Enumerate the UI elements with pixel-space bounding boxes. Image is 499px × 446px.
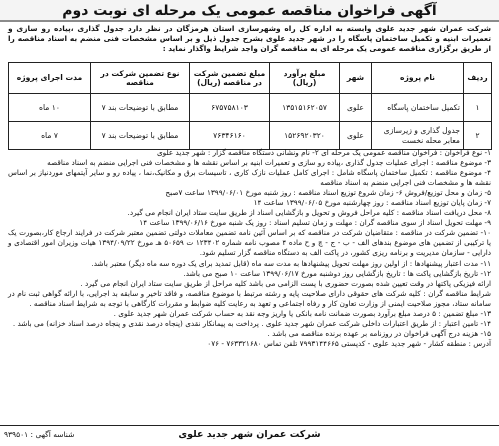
cell-estimate: ۱۳۵۱۵۱۶۲۰۵۷ (270, 94, 340, 122)
projects-table (8, 62, 492, 150)
cell-city: علوی (340, 122, 372, 150)
notice-code: شناسه آگهی : ۹۳۹۵۰۱ (4, 430, 75, 439)
notice-title: آگهی فراخوان مناقصه عمومی یک مرحله ای نوبت دوم (62, 3, 437, 19)
cell-duration: ۷ ماه (9, 122, 91, 150)
cell-city: علوی (340, 94, 372, 122)
body-line: ۱۲- تاریخ بازگشایی پاکت ها : تاریخ بازگشایی روز دوشنبه مورخ ۱۳۹۹/۰۶/۱۷ ساعت ۱۰ صبح می باشد. (183, 268, 491, 278)
body-line: ۷- زمان پایان توزیع اسناد مناقصه : روز چهارشنبه مورخ ۱۳۹۹/۰۶/۰۵ ساعت ۱۴ (253, 198, 491, 208)
col-header-guarantee-type: نوع تضمین شرکت در مناقصه (91, 63, 190, 94)
body-line: ۱۵- هزینه درج آگهی فراخوان در روزنامه بر عهده برنده مناقصه می باشد . (267, 328, 491, 338)
body-line: شرایط مناقصه گران : کلیه شرکت های حقوقی دارای صلاحیت پایه و رشته مرتبط با موضوع مناقصه، و فاقد تاخیر و سابقه بد اجرایی، با ارائه گواهی ثبت نام در سامانه ستاد، مجوز صلاحیت ایمنی از وزارت تعاون کار و رفاه اجتماعی و تعهد به رعایت کلیه ضوابط و مقررات کارگاهی با توجه به شرایط اسناد مناقصه . (8, 288, 491, 308)
body-line: ارائه فیزیکی پاکتها در وقت تعیین شده بصورت حضوری با پست الزامی می باشد کلیه مراحل از طریق سایت ستاد ایران انجام می گیرد . (80, 278, 491, 288)
col-header-city: شهر (340, 63, 372, 94)
cell-guarantee-type: مطابق با توضیحات بند ۷ (91, 122, 190, 150)
cell-project-name: جدول گذاری و زیرسازی معابر محله نخست (372, 122, 464, 150)
cell-estimate: ۱۵۲۶۹۲۰۳۲۰ (270, 122, 340, 150)
table-header-row (9, 63, 492, 94)
cell-guarantee-amount: ۷۶۳۴۶۱۶۰ (190, 122, 270, 150)
col-header-estimate: مبلغ برآورد (ریال) (270, 63, 340, 94)
table-row (9, 94, 492, 122)
body-line: ۱۰- تضمین شرکت در مناقصه : متقاضیان شرکت در مناقصه که بر اساس آئین نامه تضمین معاملات دولتی تضمین معتبر شرکت در فرایند ارجاع کار،بصورت یک یا ترکیبی از تضمین های موضوع بندهای الف - ب - ج - چ و ح ماده ۴ مصوب نامه شماره ۱۲۳۴۰۲ ت ۵۰۶۵۹ هـ مورخ ۱۳۹۴/۰۹/۲۲ هیات وزیران امور اقتصادی و دارایی - سازمان مدیریت و برنامه ریزی کشور، در پاکت الف به دستگاه مناقصه گزار تسلیم شود. (8, 228, 491, 258)
cell-row-number: ۱ (464, 94, 492, 122)
table-row (9, 122, 492, 150)
cell-duration: ۱۰ ماه (9, 94, 91, 122)
cell-row-number: ۲ (464, 122, 492, 150)
body-line: آدرس : منطقه کشار - شهر جدید علوی - کدپستی ۷۹۹۳۱۴۴۶۶۵ تلفن تماس ۷۶۳۳۲۱۶۸۰ - ۰۷۶ (207, 338, 491, 348)
col-header-project-name: نام پروژه (372, 63, 464, 94)
cell-guarantee-type: مطابق با توضیحات بند ۷ (91, 94, 190, 122)
intro-paragraph: شرکت عمران شهر جدید علوی وابسته به اداره کل راه وشهرسازی استان هرمزگان در نظر دارد جدول گذاری ،پیاده رو سازی و تعمیرات ابنیه و تکمیل ساختمان پاسگاه را در شهر جدید علوی بشرح جدول ذیل و بر اساس مشخصات فنی منضم به اسناد مناقصه را از طریق برگزاری مناقصه عمومی یک مرحله ای به مناقصه گران واجد شرایط واگذار نماید : (8, 24, 491, 54)
body-line: ۱۱- مدت اعتبار پیشنهادها : از اولین روز مهلت تحویل پیشنهادها به مدت سه ماه (قابل تمدید برای یک دوره سه ماه دیگر) معتبر باشد. (91, 258, 491, 268)
body-line: ۱- نوع فراخوان : فراخوان مناقصه عمومی یک مرحله ای ۲- نام ونشانی دستگاه مناقصه گزار : شهر جدید علوی (156, 148, 491, 157)
cell-guarantee-amount: ۶۷۵۷۵۸۱۰۳ (190, 94, 270, 122)
body-line: ۹- مهلت تحویل اسناد از سوی مناقصه گران : مهلت و زمان تسلیم اسناد : روز یک شنبه مورخ ۱۳۹۹/۰۶/۱۶ ساعت ۱۴ (139, 218, 491, 228)
col-header-row-number: ردیف (464, 63, 492, 94)
body-line: ۵- زمان و محل توزیع/فروش ۶- زمان شروع توزیع اسناد مناقصه : روز شنبه مورخ ۱۳۹۹/۰۶/۰۱ ساعت ۷صبح (165, 188, 491, 198)
body-line: ۱۴- تامین اعتبار : از طریق اعتبارات داخلی شرکت عمران شهر جدید علوی . پرداخت به پیمانکار نقدی (پنجاه درصد نقدی و پنجاه درصد اسناد خزانه) می باشد . (12, 318, 491, 328)
body-line: ۴- موضوع مناقصه : تکمیل ساختمان پاسگاه شامل : اجرای کامل عملیات نازک کاری ، تاسیسات برق و مکانیک،نما ، پیاده رو و سایر آیتمهای موردنیاز بر اساس نقشه ها و مشخصات فنی اجرایی منضم به اسناد مناقصه (8, 168, 491, 188)
body-line: ۱۳- مبلغ تضمین : ۵ درصد مبلغ برآورد بصورت ضمانت نامه بانکی یا واریز وجه نقد به حساب شرکت عمران شهر جدید علوی . (113, 308, 491, 318)
col-header-guarantee-amount: مبلغ تضمین شرکت در مناقصه (ریال) (190, 63, 270, 94)
footer-organization: شرکت عمران شهر جدید علوی (178, 429, 321, 440)
col-header-duration: مدت اجرای پروژه (9, 63, 91, 94)
title-banner (0, 0, 499, 22)
body-line: ۸- محل دریافت اسناد مناقصه : کلیه مراحل فروش و تحویل و بازگشایی اسناد از طریق سایت ستاد ایران انجام می گیرد. (127, 208, 491, 218)
body-line: ۳- موضوع مناقصه : اجرای عملیات جدول گذاری ،پیاده رو سازی و تعمیرات ابنیه بر اساس نقشه ها و مشخصات فنی اجرایی منضم به اسناد مناقصه (47, 158, 491, 168)
notice-body (8, 148, 491, 349)
footer-banner (0, 425, 499, 446)
cell-project-name: تکمیل ساختمان پاسگاه (372, 94, 464, 122)
